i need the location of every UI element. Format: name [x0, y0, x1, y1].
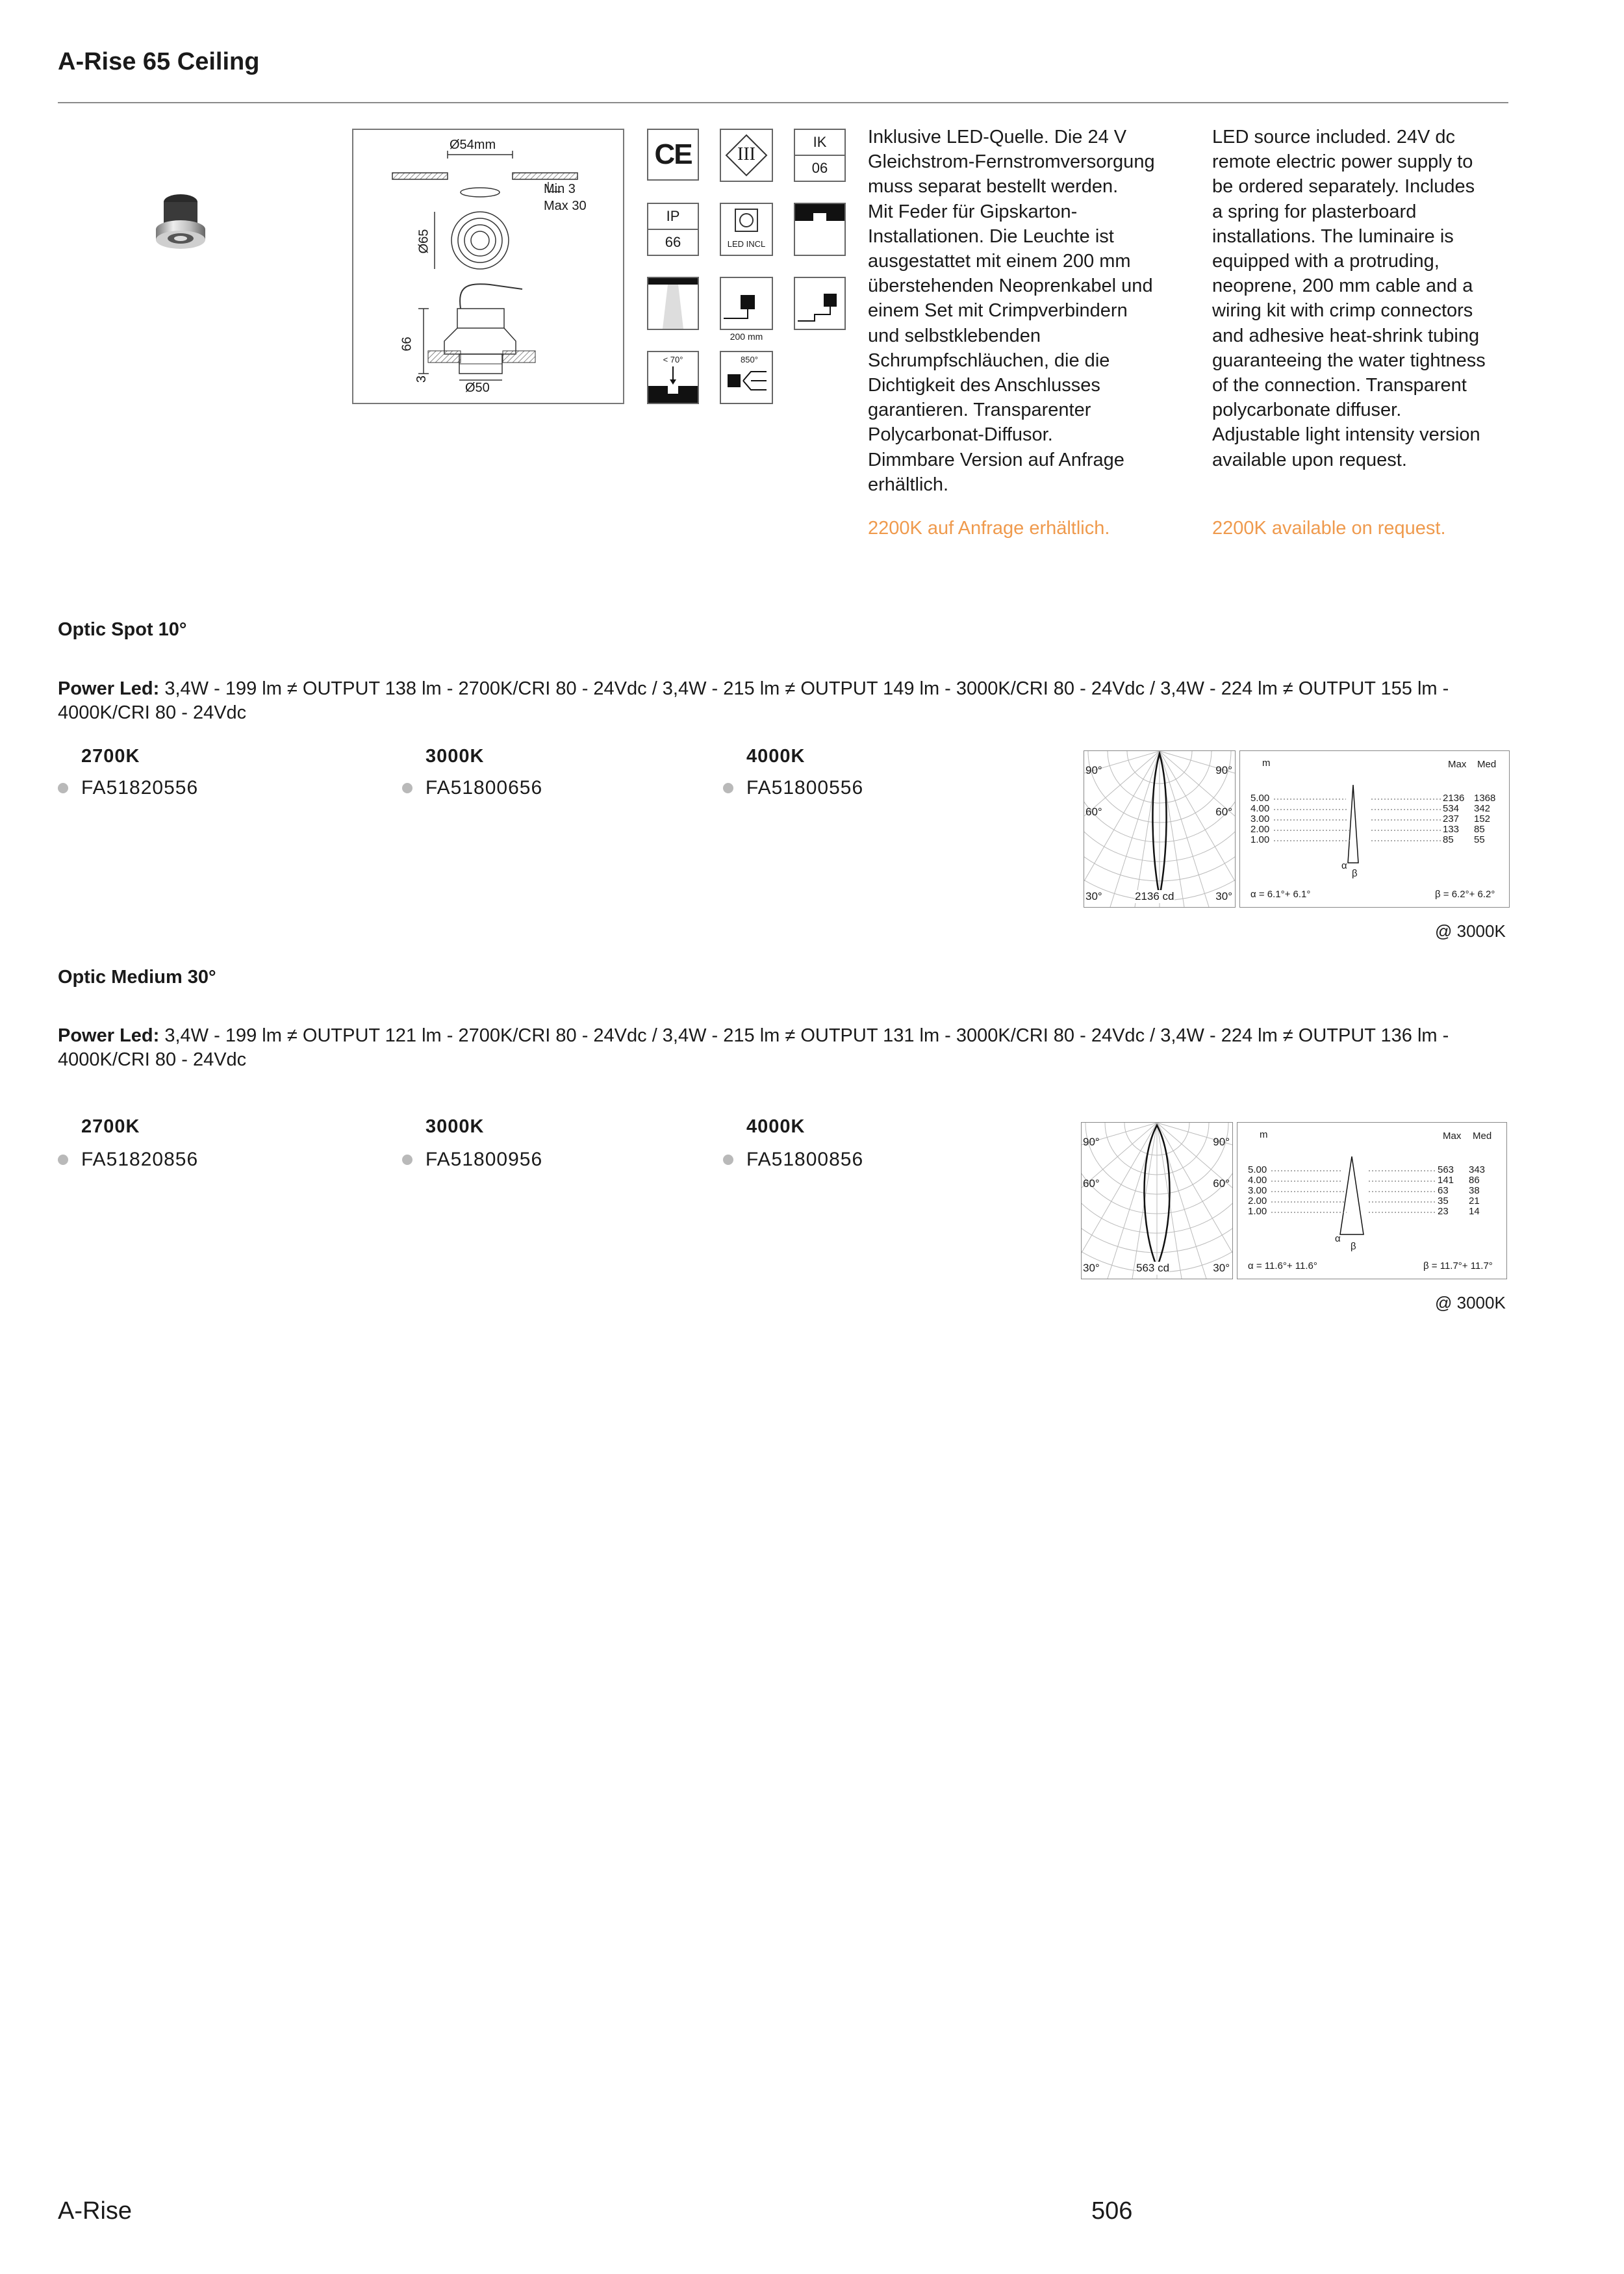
- bullet-icon: [402, 783, 412, 793]
- variant-code-item[interactable]: FA51800856: [723, 1149, 863, 1171]
- section-title-spot: Optic Spot 10°: [58, 619, 187, 640]
- dim-min: Min 3: [544, 182, 576, 196]
- illuminance-cone-table: m Max Med 5.00 4.00 3.00 2.00 1.00 2136 534 237 133 85 1368 342 152 85 55 α β α = 6.1°+ 6.1° β = 6.2°+ 6.2°: [1239, 750, 1510, 908]
- remote-supply-icon: [720, 277, 773, 330]
- variant-temp: 4000K: [746, 746, 806, 767]
- polar-diagram: 90° 90° 60° 60° 30° 30° 2136 cd: [1084, 750, 1236, 908]
- variant-code-item[interactable]: FA51800956: [402, 1149, 542, 1171]
- dim-bottom: Ø50: [465, 381, 490, 395]
- ik-rating-icon: IK 06: [794, 129, 846, 182]
- product-image: [155, 185, 207, 257]
- bullet-icon: [402, 1155, 412, 1165]
- page-title: A-Rise 65 Ceiling: [58, 48, 260, 75]
- footer-product-name: A-Rise: [58, 2197, 133, 2225]
- glow-wire-icon: 850°: [720, 351, 773, 404]
- polar-diagram: 90° 90° 60° 60° 30° 30° 563 cd: [1081, 1122, 1233, 1279]
- variant-code-item[interactable]: FA51800556: [723, 777, 863, 799]
- note-2200k-de: 2200K auf Anfrage erhältlich.: [868, 518, 1110, 539]
- page-number: 506: [1091, 2197, 1133, 2225]
- wiring-icon: [794, 277, 846, 330]
- section-title-medium: Optic Medium 30°: [58, 967, 216, 988]
- bullet-icon: [58, 783, 68, 793]
- light-beam-icon: [647, 277, 699, 330]
- dim-diameter: Ø65: [416, 229, 431, 254]
- note-2200k-en: 2200K available on request.: [1212, 518, 1446, 539]
- variant-code-item[interactable]: FA51820856: [58, 1149, 198, 1171]
- bullet-icon: [723, 783, 733, 793]
- dim-max: Max 30: [544, 199, 587, 213]
- dim-base: 3: [414, 375, 429, 383]
- bullet-icon: [58, 1155, 68, 1165]
- variant-temp: 2700K: [81, 746, 140, 767]
- dim-cut: Ø54mm: [450, 138, 496, 152]
- variant-temp: 4000K: [746, 1116, 806, 1137]
- cable-length-label: 200 mm: [730, 331, 763, 342]
- header-divider: [58, 102, 1508, 103]
- technical-drawing: [352, 129, 624, 404]
- ip-rating-icon: IP 66: [647, 203, 699, 256]
- bullet-icon: [723, 1155, 733, 1165]
- measured-at-note: @ 3000K: [1435, 921, 1506, 941]
- candela-value: 563 cd: [1136, 1262, 1170, 1274]
- variant-code-item[interactable]: FA51800656: [402, 777, 542, 799]
- power-led-medium: Power Led: 3,4W - 199 lm ≠ OUTPUT 121 lm - 2700K/CRI 80 - 24Vdc / 3,4W - 215 lm ≠ OUTPUT 131 lm - 3000K/CRI 80 - 24Vdc / 3,4W - 224 lm ≠ OUTPUT 136 lm - 4000K/CRI 80 - 24Vdc: [58, 1025, 1449, 1070]
- illuminance-cone-table: m Max Med 5.00 4.00 3.00 2.00 1.00 563 141 63 35 23 343 86 38 21 14 α β α = 11.6°+ 11.6° β = 11.7°+ 11.7°: [1237, 1122, 1507, 1279]
- ce-mark-icon: CE: [647, 129, 699, 181]
- class3-icon: III: [720, 129, 773, 182]
- variant-code-item[interactable]: FA51820556: [58, 777, 198, 799]
- ceiling-mount-icon: [794, 203, 846, 256]
- description-de: Inklusive LED-Quelle. Die 24 V Gleichstrom-Fernstromversorgung muss separat bestellt werden. Mit Feder für Gipskarton- Installationen. Die Leuchte ist ausgestattet mit einem 200 mm überstehenden Neoprenkabel und einem Set mit Crimpverbindern und selbstklebenden Schrumpfschläuchen, die die Dichtigkeit des Anschlusses garantieren. Transparenter Polycarbonat-Diffusor. Dimmbare Version auf Anfrage erhältlich.: [868, 127, 1155, 495]
- variant-temp: 3000K: [425, 1116, 485, 1137]
- power-led-spot: Power Led: 3,4W - 199 lm ≠ OUTPUT 138 lm - 2700K/CRI 80 - 24Vdc / 3,4W - 215 lm ≠ OUTPUT 149 lm - 3000K/CRI 80 - 24Vdc / 3,4W - 224 lm ≠ OUTPUT 155 lm - 4000K/CRI 80 - 24Vdc: [58, 678, 1449, 723]
- tilt-angle-icon: < 70°: [647, 351, 699, 404]
- dim-height: 66: [400, 337, 414, 351]
- variant-temp: 3000K: [425, 746, 485, 767]
- variant-temp: 2700K: [81, 1116, 140, 1137]
- led-included-icon: LED INCL: [720, 203, 773, 256]
- candela-value: 2136 cd: [1135, 890, 1174, 902]
- description-en: LED source included. 24V dc remote electric power supply to be ordered separately. Includes a spring for plasterboard installations. The luminaire is equipped with a protruding, neoprene, 200 mm cable and a wiring kit with crimp connectors and adhesive heat-shrink tubing guaranteeing the water tightness of the connection. Transparent polycarbonate diffuser. Adjustable light intensity version available upon request.: [1212, 127, 1486, 470]
- measured-at-note: @ 3000K: [1435, 1293, 1506, 1312]
